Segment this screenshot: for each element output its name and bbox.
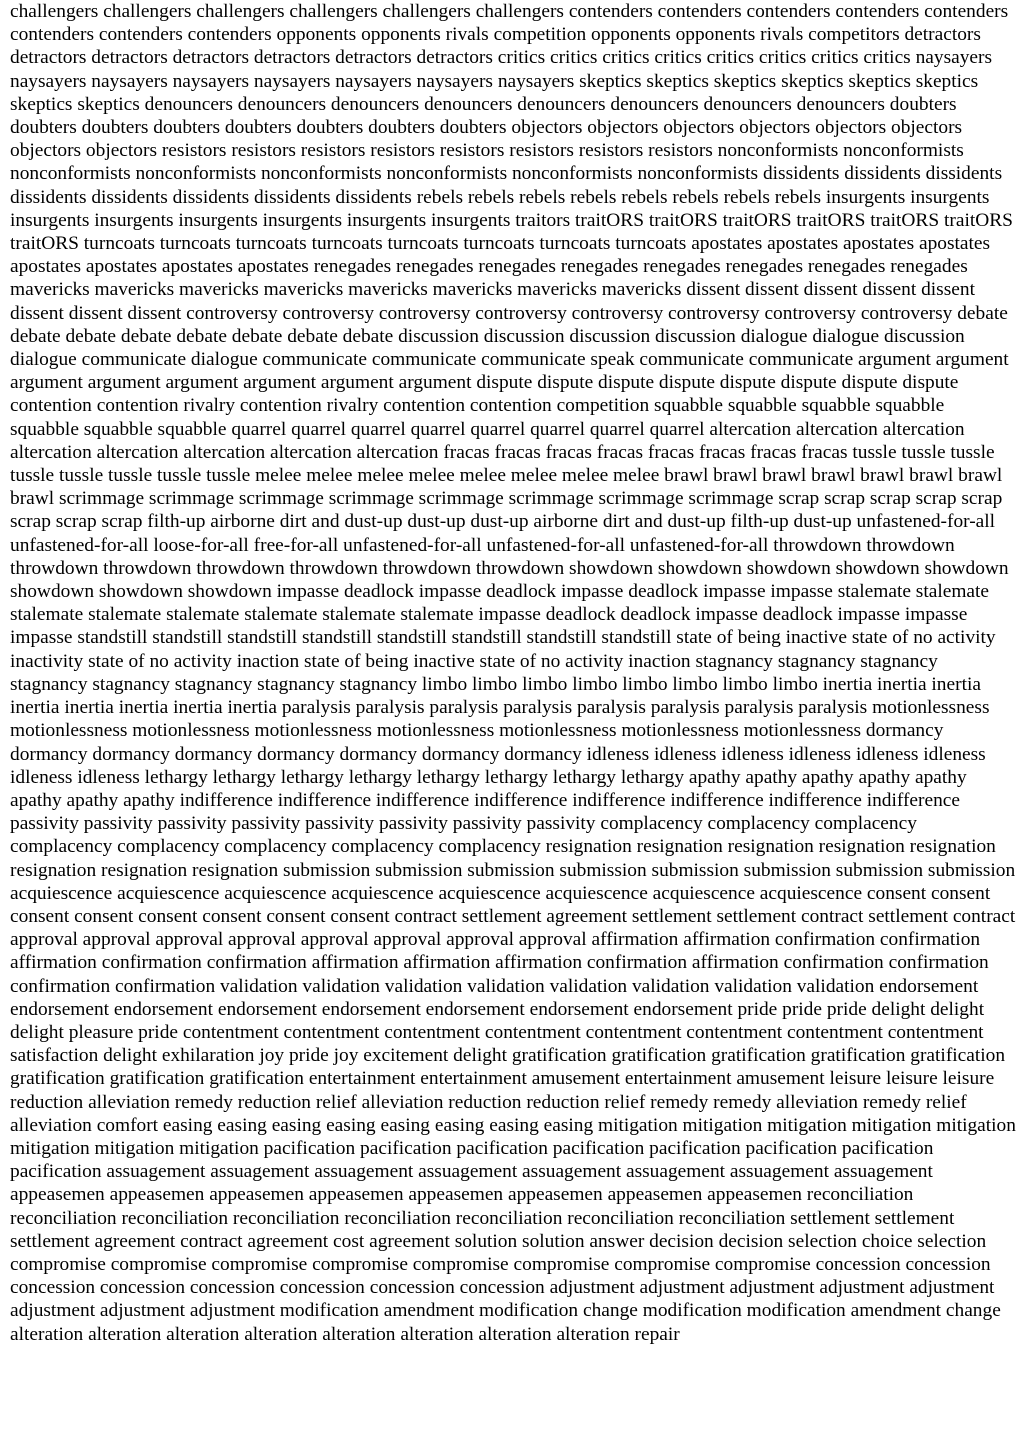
document-body-text: challengers challengers challengers challengers challengers challengers contenders contenders contenders contenders contenders contenders contenders contenders opponents opponents rivals competition opponents opponents rivals competitors detractors detractors detractors detractors detractors detractors detractors critics critics critics critics critics critics critics critics naysayers naysayers naysayers naysayers naysayers naysayers naysayers naysayers skeptics skeptics skeptics skeptics skeptics skeptics skeptics skeptics denouncers denouncers denouncers denouncers denouncers denouncers denouncers denouncers doubters doubters doubters doubters doubters doubters doubters doubters objectors objectors objectors objectors objectors objectors objectors objectors resistors resistors resistors resistors resistors resistors resistors resistors nonconformists nonconformists nonconformists nonconformists nonconformists nonconformists nonconformists nonconformists dissidents dissidents dissidents dissidents dissidents dissidents dissidents dissidents rebels rebels rebels rebels rebels rebels rebels rebels insurgents insurgents insurgents insurgents insurgents insurgents insurgents insurgents traitors traitORS traitORS traitORS traitORS traitORS traitORS traitORS turncoats turncoats turncoats turncoats turncoats turncoats turncoats turncoats apostates apostates apostates apostates apostates apostates apostates apostates renegades renegades renegades renegades renegades renegades renegades renegades mavericks mavericks mavericks mavericks mavericks mavericks mavericks mavericks dissent dissent dissent dissent dissent dissent dissent dissent controversy controversy controversy controversy controversy controversy controversy controversy debate debate debate debate debate debate debate debate discussion discussion discussion discussion dialogue dialogue discussion dialogue communicate dialogue communicate communicate communicate speak communicate communicate argument argument argument argument argument argument argument argument dispute dispute dispute dispute dispute dispute dispute dispute contention contention rivalry contention rivalry contention contention competition squabble squabble squabble squabble squabble squabble squabble quarrel quarrel quarrel quarrel quarrel quarrel quarrel quarrel altercation altercation altercation altercation altercation altercation altercation altercation fracas fracas fracas fracas fracas fracas fracas fracas tussle tussle tussle tussle tussle tussle tussle tussle melee melee melee melee melee melee melee melee brawl brawl brawl brawl brawl brawl brawl brawl scrimmage scrimmage scrimmage scrimmage scrimmage scrimmage scrimmage scrimmage scrap scrap scrap scrap scrap scrap scrap scrap filth-up airborne dirt and dust-up dust-up dust-up airborne dirt and dust-up filth-up dust-up unfastened-for-all unfastened-for-all loose-for-all free-for-all unfastened-for-all unfastened-for-all unfastened-for-all throwdown throwdown throwdown throwdown throwdown throwdown throwdown throwdown showdown showdown showdown showdown showdown showdown showdown showdown impasse deadlock impasse deadlock impasse deadlock impasse impasse stalemate stalemate stalemate stalemate stalemate stalemate stalemate stalemate impasse deadlock deadlock impasse deadlock impasse impasse impasse standstill standstill standstill standstill standstill standstill standstill standstill state of being inactive state of no activity inactivity state of no activity inaction state of being inactive state of no activity inaction stagnancy stagnancy stagnancy stagnancy stagnancy stagnancy stagnancy stagnancy limbo limbo limbo limbo limbo limbo limbo limbo inertia inertia inertia inertia inertia inertia inertia inertia paralysis paralysis paralysis paralysis paralysis paralysis paralysis paralysis motionlessness motionlessness motionlessness motionlessness motionlessness motionlessness motionlessness motionlessness dormancy dormancy dormancy dormancy dormancy dormancy dormancy dormancy idleness idleness idleness idleness idleness idleness idleness idleness lethargy lethargy lethargy lethargy lethargy lethargy lethargy lethargy apathy apathy apathy apathy apathy apathy apathy apathy indifference indifference indifference indifference indifference indifference indifference indifference passivity passivity passivity passivity passivity passivity passivity passivity complacency complacency complacency complacency complacency complacency complacency complacency resignation resignation resignation resignation resignation resignation resignation resignation submission submission submission submission submission submission submission submission acquiescence acquiescence acquiescence acquiescence acquiescence acquiescence acquiescence acquiescence consent consent consent consent consent consent consent consent contract settlement agreement settlement settlement contract settlement contract approval approval approval approval approval approval approval approval affirmation affirmation confirmation confirmation affirmation confirmation confirmation affirmation affirmation affirmation confirmation affirmation confirmation confirmation confirmation confirmation validation validation validation validation validation validation validation validation endorsement endorsement endorsement endorsement endorsement endorsement endorsement endorsement pride pride pride delight delight delight pleasure pride contentment contentment contentment contentment contentment contentment contentment contentment satisfaction delight exhilaration joy pride joy excitement delight gratification gratification gratification gratification gratification gratification gratification gratification entertainment entertainment amusement entertainment amusement leisure leisure leisure reduction alleviation remedy reduction relief alleviation reduction reduction relief remedy remedy alleviation remedy relief alleviation comfort easing easing easing easing easing easing easing easing mitigation mitigation mitigation mitigation mitigation mitigation mitigation mitigation pacification pacification pacification pacification pacification pacification pacification pacification assuagement assuagement assuagement assuagement assuagement assuagement assuagement assuagement appeasemen appeasemen appeasemen appeasemen appeasemen appeasemen appeasemen appeasemen reconciliation reconciliation reconciliation reconciliation reconciliation reconciliation reconciliation reconciliation settlement settlement settlement agreement contract agreement cost agreement solution solution answer decision decision selection choice selection compromise compromise compromise compromise compromise compromise compromise compromise concession concession concession concession concession concession concession concession adjustment adjustment adjustment adjustment adjustment adjustment adjustment adjustment modification amendment modification change modification modification amendment change alteration alteration alteration alteration alteration alteration alteration alteration repair — [10, 1, 1016, 1345]
